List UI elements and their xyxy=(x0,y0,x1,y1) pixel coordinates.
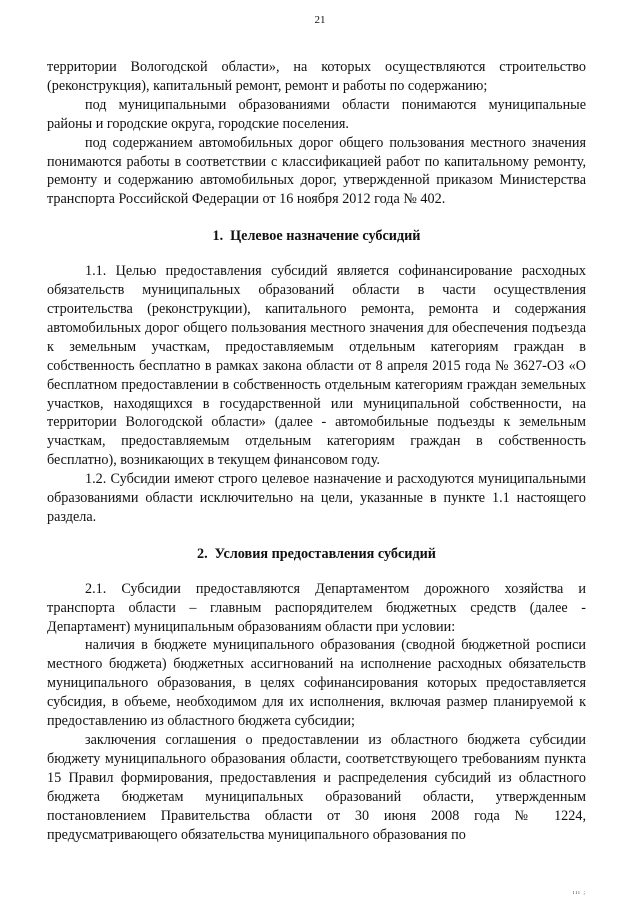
paragraph-2-condition-2: заключения соглашения о предоставлении из областного бюджета субсидии бюджету муниципального образования области, соответствующего требованиям пункта 15 Правил формирования, предоставления и распределения субсидий из областного бюджета бюджетам муниципальных образований области, утвержденным постановлением Правительства области от 30 июня 2008 года № 1224, предусматривающего обязательства муниципального образования по xyxy=(47,732,586,843)
paragraph-2-1: 2.1. Субсидии предоставляются Департаментом дорожного хозяйства и транспорта области – главным распорядителем бюджетных средств (далее - Департамент) муниципальным образованиям области при условии: xyxy=(47,580,586,635)
paragraph-intro-2: под муниципальными образованиями области понимаются муниципальные районы и городские округа, городские поселения. xyxy=(47,96,586,132)
section-2-number: 2. xyxy=(197,545,208,562)
section-1-title: Целевое назначение субсидий xyxy=(230,228,421,245)
section-2-heading xyxy=(47,545,586,564)
paragraph-intro-3: под содержанием автомобильных дорог общего пользования местного значения понимаются работы в соответствии с классификацией работ по капитальному ремонту, ремонту и содержанию автомобильных дорог, утвержденной приказом Министерства транспорта Российской Федерации от 16 ноября 2012 года № 402. xyxy=(47,134,586,208)
paragraph-1-2: 1.2. Субсидии имеют строго целевое назначение и расходуются муниципальными образованиями области исключительно на цели, указанные в пункте 1.1 настоящего раздела. xyxy=(47,471,586,525)
section-2-title: Условия предоставления субсидий xyxy=(214,545,436,562)
page-number: 21 xyxy=(314,14,326,26)
document-body xyxy=(47,58,586,844)
paragraph-intro-1: территории Вологодской области», на которых осуществляются строительство (реконструкция), капитальный ремонт, ремонт и работы по содержанию; xyxy=(47,59,586,94)
footer-mark: ııı ; xyxy=(572,890,586,896)
section-1-heading xyxy=(47,227,586,246)
section-1-number: 1. xyxy=(212,228,224,245)
paragraph-2-condition-1: наличия в бюджете муниципального образования (сводной бюджетной росписи местного бюджета) бюджетных ассигнований на исполнение расходных обязательств муниципального образования, в целях софинансирования которых предоставляется субсидия, в объеме, необходимом для их исполнения, включая размер планируемой к предоставлению из областного бюджета субсидии; xyxy=(47,637,586,730)
paragraph-1-1: 1.1. Целью предоставления субсидий является софинансирование расходных обязательств муниципальных образований области в части осуществления строительства (реконструкции), капитального ремонта, ремонта и содержания автомобильных дорог общего пользования местного значения для обеспечения подъезда к земельным участкам, предоставляемым отдельным категориям граждан в собственность бесплатно в рамках закона области от 8 апреля 2015 года № 3627-ОЗ «О бесплатном предоставлении в собственность отдельным категориям граждан земельных участков, находящихся в государственной или муниципальной собственности, на территории Вологодской области» (далее - автомобильные подъезды к земельным участкам, предоставляемым отдельным категориям граждан в собственность бесплатно), возникающих в текущем финансовом году. xyxy=(47,263,586,469)
